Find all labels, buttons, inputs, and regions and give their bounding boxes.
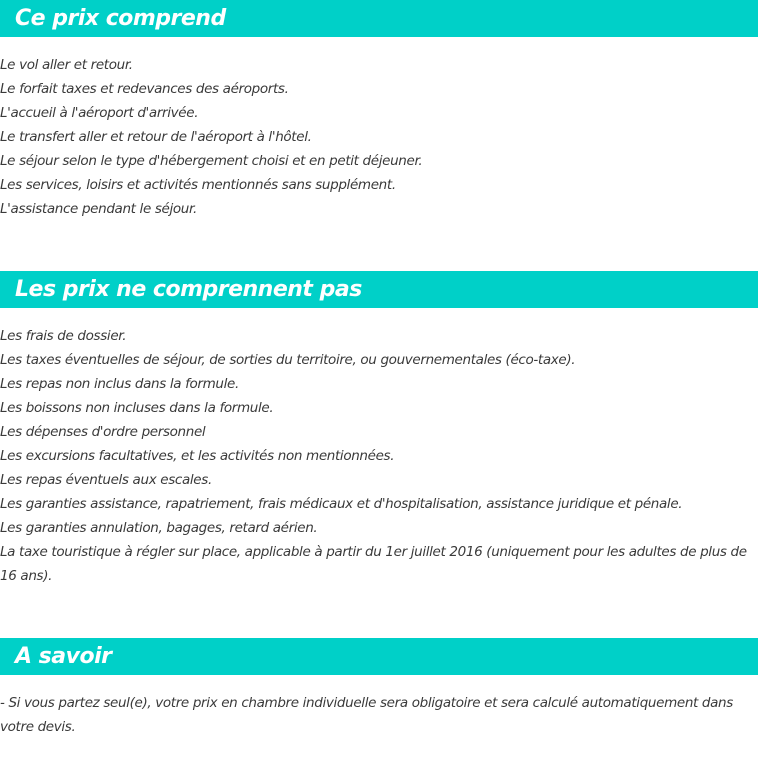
section-header-price-includes [0,0,758,37]
list-item: La taxe touristique à régler sur place, applicable à partir du 1er juillet 2016 (uniquement pour les adultes de plus de 16 ans). [0,544,747,584]
list-item: Le séjour selon le type d'hébergement choisi et en petit déjeuner. [0,153,423,169]
list-item: Les garanties annulation, bagages, retard aérien. [0,520,318,536]
section-header-price-excludes [0,271,758,308]
info-text: - Si vous partez seul(e), votre prix en chambre individuelle sera obligatoire et sera calculé automatiquement dans votre devis. [0,695,733,735]
list-price-excludes [0,308,758,588]
list-item: Les excursions facultatives, et les activités non mentionnées. [0,448,395,464]
list-price-includes [0,37,758,221]
section-good-to-know [0,638,758,739]
section-title-good-to-know: A savoir [15,643,112,669]
list-item: Les frais de dossier. [0,328,127,344]
list-item: Les dépenses d'ordre personnel [0,424,206,440]
list-item: Le transfert aller et retour de l'aéroport à l'hôtel. [0,129,312,145]
list-item: Les garanties assistance, rapatriement, frais médicaux et d'hospitalisation, assistance juridique et pénale. [0,496,683,512]
list-item: Le vol aller et retour. [0,57,133,73]
section-price-excludes [0,271,758,588]
section-header-good-to-know [0,638,758,675]
list-item: Les taxes éventuelles de séjour, de sorties du territoire, ou gouvernementales (éco-taxe). [0,352,576,368]
list-item: L'assistance pendant le séjour. [0,201,197,217]
section-price-includes [0,0,758,221]
list-item: Les repas non inclus dans la formule. [0,376,239,392]
section-title-price-excludes: Les prix ne comprennent pas [15,276,362,302]
list-item: Le forfait taxes et redevances des aéroports. [0,81,289,97]
section-title-price-includes: Ce prix comprend [15,5,226,31]
list-item: Les services, loisirs et activités mentionnés sans supplément. [0,177,396,193]
list-item: L'accueil à l'aéroport d'arrivée. [0,105,199,121]
list-item: Les repas éventuels aux escales. [0,472,212,488]
list-item: Les boissons non incluses dans la formule. [0,400,274,416]
